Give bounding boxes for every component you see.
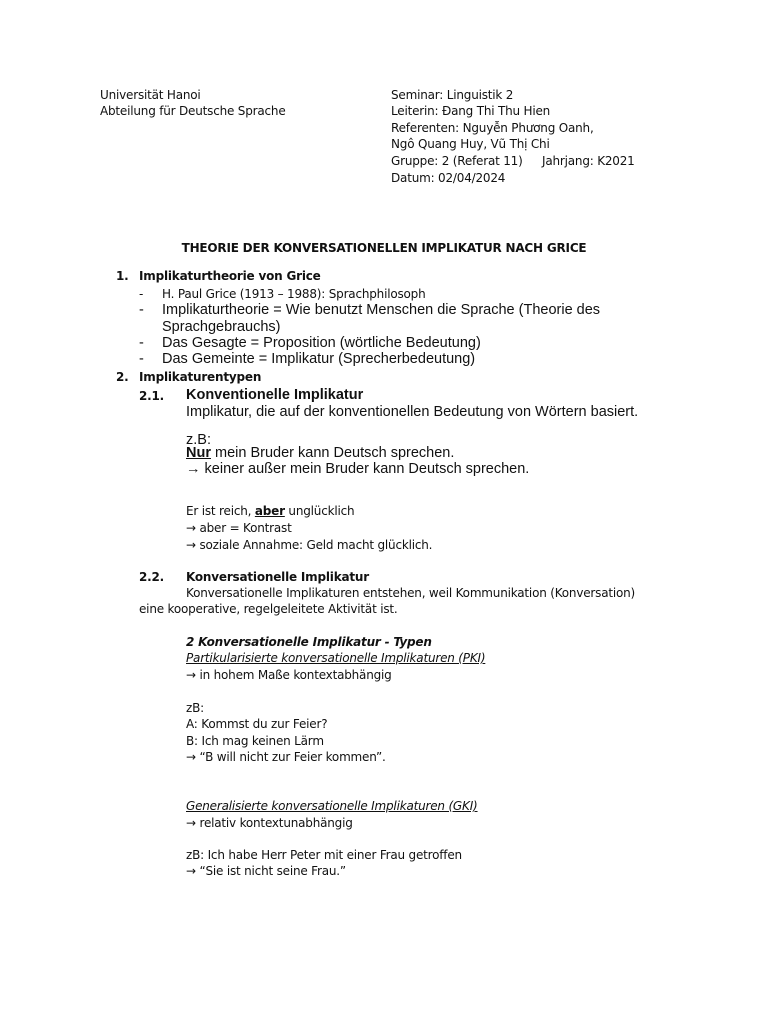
subsection-2-2-heading: Konversationelle Implikatur <box>186 570 369 584</box>
example-nur-keyword: Nur <box>186 445 211 461</box>
grice-bio: H. Paul Grice (1913 – 1988): Sprachphilosoph <box>162 287 426 301</box>
subsection-2-1-number: 2.1. <box>139 389 165 403</box>
pki-description: → in hohem Maße kontextabhängig <box>186 668 392 682</box>
seminar-label: Seminar: Linguistik 2 <box>391 88 514 102</box>
bullet-dash: - <box>139 302 144 318</box>
example-nur-rest: mein Bruder kann Deutsch sprechen. <box>210 445 455 461</box>
subsection-2-1-heading: Konventionelle Implikatur <box>186 387 364 403</box>
gki-example-result: → “Sie ist nicht seine Frau.” <box>186 864 346 878</box>
section-2-heading: Implikaturentypen <box>139 370 262 384</box>
example-aber-post: unglücklich <box>284 504 355 518</box>
pki-heading: Partikularisierte konversationelle Implikaturen (PKI) <box>186 651 486 665</box>
section-1-number: 1. <box>116 269 129 283</box>
jahrgang-label: Jahrjang: K2021 <box>542 154 635 168</box>
konversationelle-definition-continuation: eine kooperative, regelgeleitete Aktivität ist. <box>139 602 398 616</box>
bullet-dash: - <box>139 287 144 301</box>
section-1-heading: Implikaturtheorie von Grice <box>139 269 321 283</box>
gki-heading: Generalisierte konversationelle Implikaturen (GKI) <box>186 799 478 813</box>
bullet-dash: - <box>139 351 144 367</box>
implikaturtheorie-definition: Implikaturtheorie = Wie benutzt Menschen die Sprache (Theorie des <box>162 302 601 318</box>
gesagte-definition: Das Gesagte = Proposition (wörtliche Bedeutung) <box>162 335 481 351</box>
pki-example-result: → “B will nicht zur Feier kommen”. <box>186 750 386 764</box>
referenten-label: Referenten: Nguyễn Phương Oanh, <box>391 121 594 135</box>
types-heading: 2 Konversationelle Implikatur - Typen <box>186 635 432 649</box>
example-nur-result: → keiner außer mein Bruder kann Deutsch sprechen. <box>186 461 530 477</box>
department-name: Abteilung für Deutsche Sprache <box>100 104 286 118</box>
section-2-number: 2. <box>116 370 129 384</box>
example-aber-pre: Er ist reich, <box>186 504 255 518</box>
subsection-2-2-number: 2.2. <box>139 570 165 584</box>
example-aber-keyword: aber <box>254 504 285 518</box>
example-label: z.B: <box>186 432 211 448</box>
gki-example: zB: Ich habe Herr Peter mit einer Frau getroffen <box>186 848 462 862</box>
gemeinte-definition: Das Gemeinte = Implikatur (Sprecherbedeutung) <box>162 351 476 367</box>
example-aber <box>186 503 354 519</box>
example-aber-result-1: → aber = Kontrast <box>186 521 292 535</box>
bullet-dash: - <box>139 335 144 351</box>
leiterin-label: Leiterin: Đang Thi Thu Hien <box>391 104 551 118</box>
document-title: THEORIE DER KONVERSATIONELLEN IMPLIKATUR NACH GRICE <box>181 241 587 255</box>
example-nur <box>186 445 454 461</box>
example-aber-result-2: → soziale Annahme: Geld macht glücklich. <box>186 538 433 552</box>
pki-example-a: A: Kommst du zur Feier? <box>186 717 328 731</box>
datum-label: Datum: 02/04/2024 <box>391 171 506 185</box>
university-name: Universität Hanoi <box>100 88 201 102</box>
konversationelle-definition: Konversationelle Implikaturen entstehen, weil Kommunikation (Konversation) <box>186 586 636 600</box>
pki-example-label: zB: <box>186 701 204 715</box>
konventionelle-definition: Implikatur, die auf der konventionellen Bedeutung von Wörtern basiert. <box>186 404 639 420</box>
pki-example-b: B: Ich mag keinen Lärm <box>186 734 324 748</box>
implikaturtheorie-continuation: Sprachgebrauchs) <box>162 319 281 335</box>
gki-description: → relativ kontextunabhängig <box>186 816 353 830</box>
gruppe-label: Gruppe: 2 (Referat 11) <box>391 154 523 168</box>
referenten-continuation: Ngô Quang Huy, Vũ Thị Chi <box>391 137 550 151</box>
